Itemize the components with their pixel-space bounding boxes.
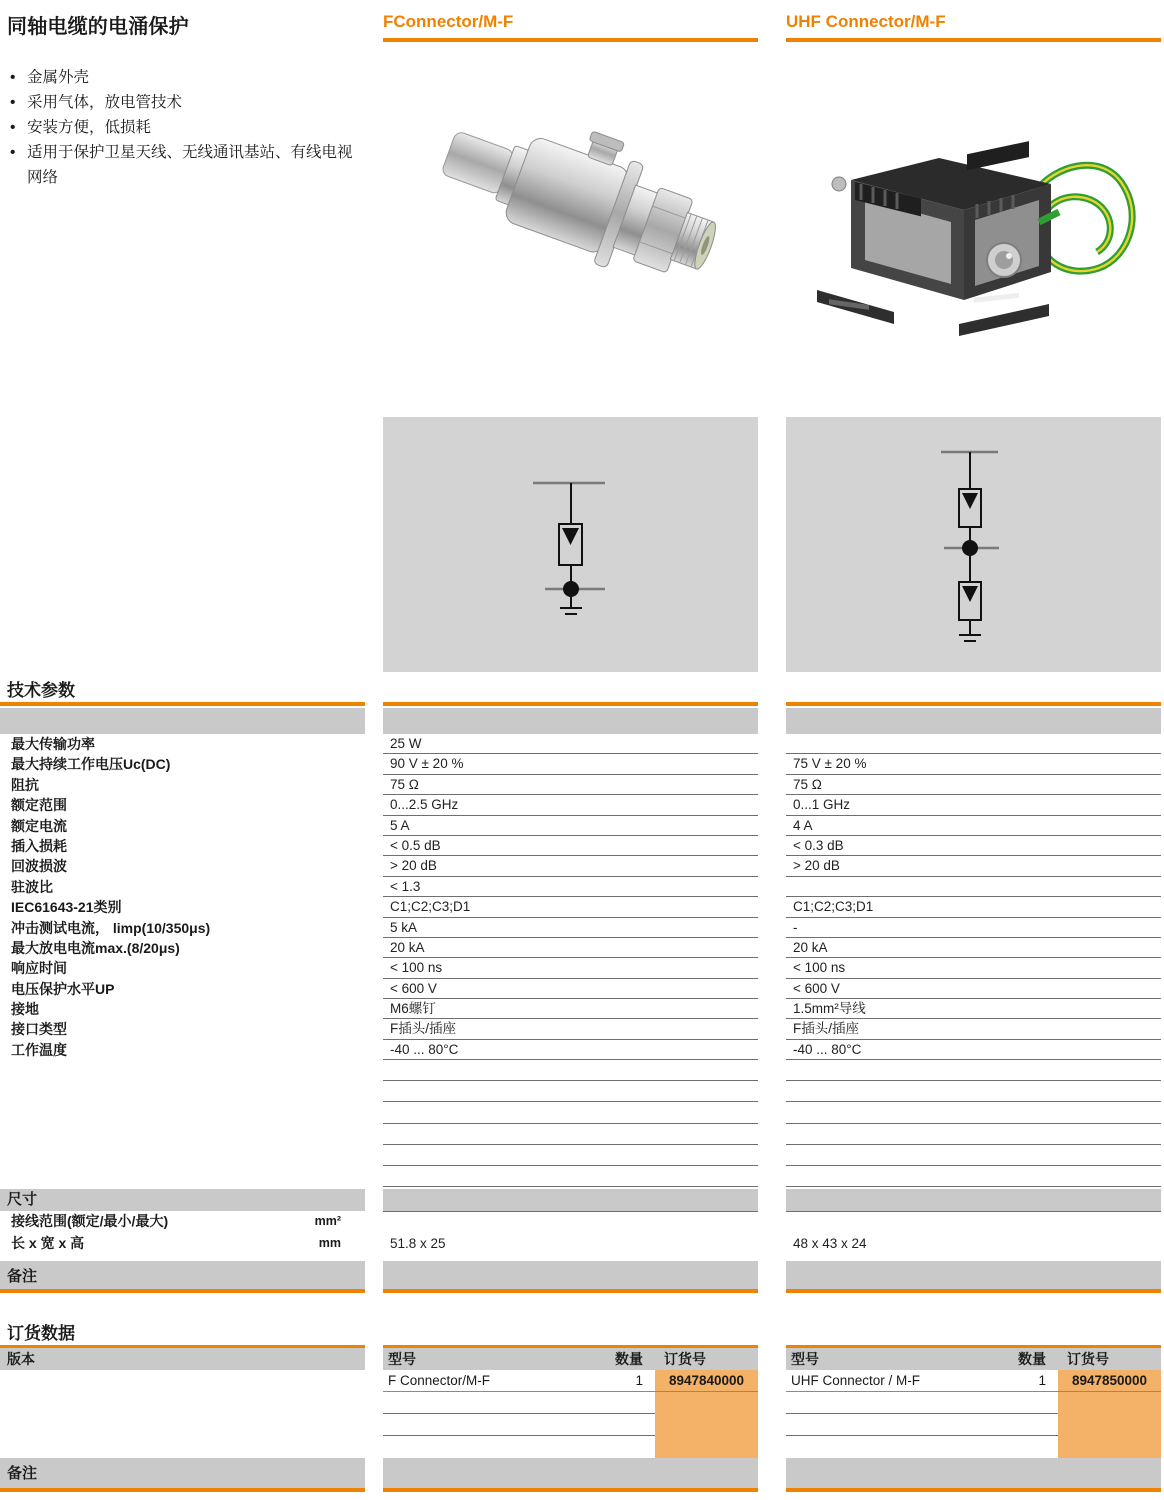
blank-row (383, 1124, 758, 1145)
version-label: 版本 (0, 1348, 365, 1370)
blank-row (383, 1081, 758, 1102)
circuit-diagram-uhf (786, 417, 1161, 672)
blank-row (383, 1060, 758, 1081)
blank-row (786, 1124, 1161, 1145)
order-notes-section (0, 1458, 1164, 1492)
tech-param-label: 额定范围 (11, 797, 67, 814)
dimension-value (786, 1211, 1161, 1212)
tech-param-label: 最大持续工作电压Uc(DC) (11, 756, 171, 773)
order-section-title-row (0, 1319, 1164, 1345)
order-table-row (786, 1370, 1161, 1392)
blank-row (786, 1060, 1161, 1081)
tech-param-value: 1.5mm²导线 (786, 999, 1161, 1019)
order-blank-row (383, 1392, 758, 1414)
tech-param-label: 阻抗 (11, 776, 39, 793)
order-section-title: 订货数据 (7, 1323, 75, 1343)
tech-param-value: < 0.3 dB (786, 836, 1161, 856)
tech-param-label: 接口类型 (11, 1021, 67, 1038)
dimensions-band (383, 1189, 758, 1211)
accent-bar (786, 1488, 1161, 1492)
notes-section (0, 1261, 1164, 1293)
uhf-connector-photo-image (799, 72, 1149, 352)
notes-label: 备注 (0, 1458, 365, 1488)
dimension-label: 长 x 宽 x 高 (11, 1234, 85, 1251)
order-qty: 1 (998, 1370, 1058, 1392)
accent-bar (0, 702, 365, 706)
accent-bar (786, 702, 1161, 706)
column-header-model: 型号 (791, 1350, 819, 1367)
accent-bar (0, 1289, 365, 1293)
order-table-header (383, 1348, 758, 1370)
tech-labels (0, 734, 365, 1060)
tech-param-value: 5 A (383, 816, 758, 836)
product-title-uhf-connector: UHF Connector/M-F (786, 12, 946, 31)
accent-bar (383, 702, 758, 706)
blank-row (383, 1102, 758, 1123)
feature-list (7, 65, 359, 190)
bullet-icon: • (10, 94, 16, 111)
tech-param-value: < 1.3 (383, 877, 758, 897)
tech-param-value: 75 Ω (786, 775, 1161, 795)
column-header-qty: 数量 (1018, 1350, 1046, 1367)
tech-param-value: 75 Ω (383, 775, 758, 795)
order-blank-row (786, 1414, 1161, 1436)
notes-band (786, 1261, 1161, 1289)
notes-band (383, 1458, 758, 1488)
uhf-connector-photo (786, 42, 1161, 382)
accent-bar (383, 1289, 758, 1293)
tech-param-label: 工作温度 (11, 1041, 67, 1058)
tech-param-value: 90 V ± 20 % (383, 754, 758, 774)
tech-param-value: < 600 V (786, 979, 1161, 999)
dimension-label-row (0, 1233, 365, 1255)
feature-text: 采用气体，放电管技术 (27, 94, 183, 111)
tech-param-value: -40 ... 80°C (383, 1040, 758, 1060)
blank-row (786, 1102, 1161, 1123)
tech-param-label: 冲击测试电流， limp(10/350μs) (11, 919, 211, 936)
tech-section-header (0, 676, 1164, 734)
tech-param-value: C1;C2;C3;D1 (383, 897, 758, 917)
tech-param-value: 75 V ± 20 % (786, 754, 1161, 774)
tech-values-1 (383, 734, 758, 1060)
product-title-f-connector: FConnector/M-F (383, 12, 514, 31)
product-column-uhf (786, 0, 1161, 417)
blank-rows-2 (786, 1060, 1161, 1187)
order-table-row (383, 1370, 758, 1392)
tech-param-label: 驻波比 (11, 878, 53, 895)
diagram-section (0, 417, 1164, 672)
blank-rows-1 (383, 1060, 758, 1187)
tech-param-value: - (786, 918, 1161, 938)
dimension-value: 51.8 x 25 (390, 1235, 446, 1251)
f-connector-photo-image (421, 72, 721, 352)
product-column-f (383, 0, 758, 417)
bullet-icon: • (10, 69, 16, 86)
column-header-qty: 数量 (615, 1350, 643, 1367)
dimension-label-row (0, 1211, 365, 1233)
tech-param-value: > 20 dB (383, 856, 758, 876)
header-section (0, 0, 1164, 417)
tech-param-value (786, 877, 1161, 897)
blank-row (383, 1166, 758, 1187)
tech-param-label: 回波损波 (11, 858, 67, 875)
feature-item (7, 65, 359, 90)
tech-param-label: IEC61643-21类别 (11, 899, 122, 916)
tech-param-label: 额定电流 (11, 817, 67, 834)
accent-bar (786, 1289, 1161, 1293)
tech-param-value: > 20 dB (786, 856, 1161, 876)
tech-param-value: 20 kA (786, 938, 1161, 958)
tech-table (0, 734, 1164, 1060)
tech-param-value: 0...2.5 GHz (383, 795, 758, 815)
dimension-label: 接线范围(额定/最小/最大) (11, 1212, 169, 1229)
f-connector-photo (383, 42, 758, 382)
order-header-row (0, 1345, 1164, 1370)
tech-values-2 (786, 734, 1161, 1060)
accent-bar (0, 1488, 365, 1492)
order-number: 8947850000 (1058, 1370, 1161, 1392)
order-blank-row (383, 1436, 758, 1458)
tech-param-value: < 0.5 dB (383, 836, 758, 856)
dimension-value: 48 x 43 x 24 (793, 1235, 867, 1251)
bullet-icon: • (10, 144, 16, 161)
order-number: 8947840000 (655, 1370, 758, 1392)
order-blank-row (786, 1436, 1161, 1458)
dimension-unit: mm (318, 1235, 341, 1250)
tech-section-title: 技术参数 (7, 681, 75, 700)
order-blank-row (383, 1414, 758, 1436)
tech-param-value: M6螺钉 (383, 999, 758, 1019)
feature-item (7, 140, 359, 190)
tech-blank-rows (0, 1060, 1164, 1187)
tech-param-value: F插头/插座 (786, 1019, 1161, 1039)
dimension-value (383, 1211, 758, 1212)
tech-param-value: 4 A (786, 816, 1161, 836)
tech-param-value: -40 ... 80°C (786, 1040, 1161, 1060)
tech-header-band (786, 708, 1161, 734)
notes-band (786, 1458, 1161, 1488)
intro-column (0, 0, 365, 417)
feature-text: 金属外壳 (27, 69, 90, 86)
tech-param-value: < 100 ns (786, 958, 1161, 978)
blank-row (786, 1145, 1161, 1166)
order-qty: 1 (595, 1370, 655, 1392)
tech-header-band (383, 708, 758, 734)
tech-param-label: 最大放电电流max.(8/20μs) (11, 939, 180, 956)
dimensions-section (0, 1189, 1164, 1255)
tech-param-value: < 600 V (383, 979, 758, 999)
tech-param-value (786, 734, 1161, 754)
tech-param-value: F插头/插座 (383, 1019, 758, 1039)
tech-param-label: 接地 (11, 1001, 39, 1018)
tech-param-value: 20 kA (383, 938, 758, 958)
notes-label: 备注 (0, 1261, 365, 1289)
page-title: 同轴电缆的电涌保护 (7, 16, 189, 38)
dimensions-title: 尺寸 (0, 1189, 365, 1211)
tech-param-label: 电压保护水平UP (11, 980, 115, 997)
tech-param-label: 插入损耗 (11, 837, 67, 854)
tech-param-label: 响应时间 (11, 960, 67, 977)
feature-item (7, 115, 359, 140)
notes-band (383, 1261, 758, 1289)
column-header-order-no: 订货号 (1067, 1350, 1109, 1367)
tech-param-value: 25 W (383, 734, 758, 754)
feature-text: 安装方便，低损耗 (27, 119, 152, 136)
order-table-header (786, 1348, 1161, 1370)
column-header-order-no: 订货号 (664, 1350, 706, 1367)
circuit-diagram-f (383, 417, 758, 672)
accent-bar (383, 1488, 758, 1492)
feature-item (7, 90, 359, 115)
blank-row (383, 1145, 758, 1166)
tech-param-value: 5 kA (383, 918, 758, 938)
tech-header-band (0, 708, 365, 734)
bullet-icon: • (10, 119, 16, 136)
single-gdt-circuit-image (383, 417, 758, 672)
order-model: F Connector/M-F (383, 1370, 595, 1392)
order-body-f (383, 1370, 758, 1458)
dimension-unit: mm² (314, 1213, 341, 1228)
tech-param-value: < 100 ns (383, 958, 758, 978)
order-model: UHF Connector / M-F (786, 1370, 998, 1392)
double-gdt-circuit-image (786, 417, 1161, 672)
tech-param-label: 最大传输功率 (11, 736, 95, 752)
feature-text: 适用于保护卫星天线、无线通讯基站、有线电视网络 (27, 144, 353, 186)
order-body-row (0, 1370, 1164, 1458)
order-body-uhf (786, 1370, 1161, 1458)
blank-row (786, 1166, 1161, 1187)
blank-row (786, 1081, 1161, 1102)
tech-param-value: C1;C2;C3;D1 (786, 897, 1161, 917)
dimensions-band (786, 1189, 1161, 1211)
tech-param-value: 0...1 GHz (786, 795, 1161, 815)
order-blank-row (786, 1392, 1161, 1414)
column-header-model: 型号 (388, 1350, 416, 1367)
